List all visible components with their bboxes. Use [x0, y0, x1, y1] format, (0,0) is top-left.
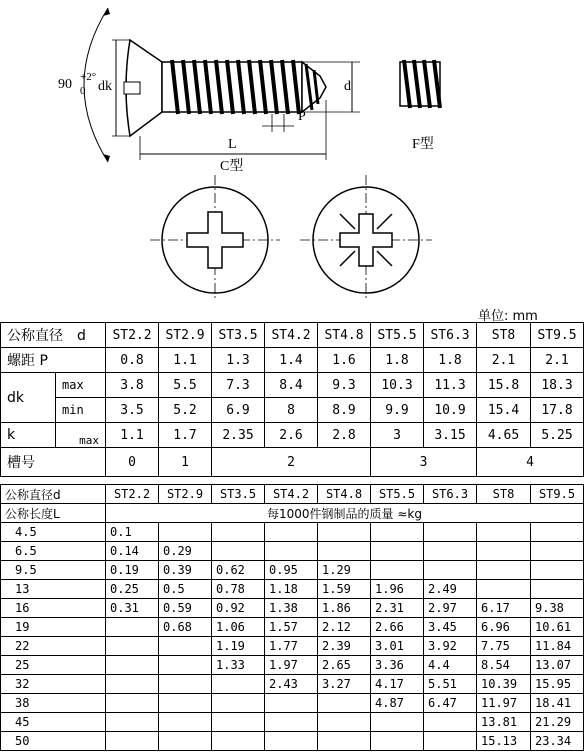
angle-tolerance-bottom: 0 [80, 85, 86, 97]
table-cell: 18.3 [531, 373, 584, 398]
length-cell: 45 [1, 713, 106, 732]
table-cell: 5.5 [159, 373, 212, 398]
mass-cell: 10.61 [531, 618, 584, 637]
table-cell: ST2.2 [106, 323, 159, 348]
mass-cell [424, 561, 477, 580]
table-cell: 8.9 [318, 398, 371, 423]
length-cell: 38 [1, 694, 106, 713]
mass-cell [531, 561, 584, 580]
mass-cell [477, 580, 531, 599]
mass-cell: 2.49 [424, 580, 477, 599]
mass-cell: 1.59 [318, 580, 371, 599]
mass-cell: 0.78 [212, 580, 265, 599]
table-cell: 1.8 [424, 348, 477, 373]
mass-cell [371, 523, 424, 542]
size-header-cell: ST3.5 [212, 485, 265, 504]
mass-cell: 13.81 [477, 713, 531, 732]
mass-cell: 1.97 [265, 656, 318, 675]
size-header-cell: ST2.9 [159, 485, 212, 504]
table-row [1, 713, 584, 732]
table-cell: 5.2 [159, 398, 212, 423]
table-cell: 11.3 [424, 373, 477, 398]
recess-view-z [300, 175, 432, 300]
table-cell: 1.8 [371, 348, 424, 373]
min-label: min [56, 398, 106, 423]
table-cell: 2.6 [265, 423, 318, 448]
table-row [1, 618, 584, 637]
mass-cell: 3.27 [318, 675, 371, 694]
mass-cell: 10.39 [477, 675, 531, 694]
mass-cell: 2.65 [318, 656, 371, 675]
table-row [1, 656, 584, 675]
mass-cell: 1.33 [212, 656, 265, 675]
l-label: L [228, 137, 237, 152]
table-cell: 8.4 [265, 373, 318, 398]
max-label: max [56, 423, 106, 448]
mass-cell: 18.41 [531, 694, 584, 713]
mass-cell [318, 542, 371, 561]
table-cell: 8 [265, 398, 318, 423]
table-row [1, 675, 584, 694]
dimension-table [0, 322, 584, 477]
mass-cell: 0.25 [106, 580, 159, 599]
table-row [1, 542, 584, 561]
mass-cell [531, 542, 584, 561]
mass-cell: 15.13 [477, 732, 531, 751]
mass-cell [477, 561, 531, 580]
table-cell: 3 [371, 423, 424, 448]
mass-cell: 0.19 [106, 561, 159, 580]
table-header-row [1, 504, 584, 523]
mass-cell [106, 656, 159, 675]
mass-cell [212, 732, 265, 751]
table-row [1, 599, 584, 618]
slot-cell: 4 [477, 448, 584, 477]
mass-cell: 0.95 [265, 561, 318, 580]
mass-cell: 4.17 [371, 675, 424, 694]
table-cell: 10.3 [371, 373, 424, 398]
mass-cell [371, 713, 424, 732]
mass-cell: 11.84 [531, 637, 584, 656]
table-row [1, 561, 584, 580]
table-cell: ST5.5 [371, 323, 424, 348]
table-row [1, 694, 584, 713]
table-cell: 1.4 [265, 348, 318, 373]
table-cell: 1.6 [318, 348, 371, 373]
table-cell: ST3.5 [212, 323, 265, 348]
table-cell: 6.9 [212, 398, 265, 423]
mass-cell: 21.29 [531, 713, 584, 732]
mass-cell: 0.31 [106, 599, 159, 618]
table-row [1, 448, 584, 477]
slot-label: 槽号 [1, 448, 106, 477]
table-row [1, 580, 584, 599]
table-cell: 1.7 [159, 423, 212, 448]
mass-cell: 4.87 [371, 694, 424, 713]
mass-cell: 1.18 [265, 580, 318, 599]
mass-cell: 2.97 [424, 599, 477, 618]
mass-cell [318, 523, 371, 542]
unit-label: 单位: mm [478, 309, 538, 324]
mass-cell: 3.01 [371, 637, 424, 656]
slot-cell: 1 [159, 448, 212, 477]
mass-cell [159, 713, 212, 732]
mass-cell: 3.45 [424, 618, 477, 637]
length-cell: 25 [1, 656, 106, 675]
mass-cell [424, 523, 477, 542]
f-type-tip [400, 60, 440, 108]
mass-cell: 1.38 [265, 599, 318, 618]
screw-drawing [0, 0, 585, 300]
table-cell: 4.65 [477, 423, 531, 448]
mass-cell: 2.39 [318, 637, 371, 656]
table-row [1, 423, 584, 448]
table-cell: 17.8 [531, 398, 584, 423]
mass-cell [106, 618, 159, 637]
mass-cell [531, 523, 584, 542]
mass-cell [371, 542, 424, 561]
mass-cell: 8.54 [477, 656, 531, 675]
mass-cell: 15.95 [531, 675, 584, 694]
dk-label: dk [98, 79, 112, 94]
size-header-cell: ST5.5 [371, 485, 424, 504]
mass-cell: 0.29 [159, 542, 212, 561]
length-cell: 6.5 [1, 542, 106, 561]
table-row [1, 732, 584, 751]
table-row [1, 348, 584, 373]
mass-cell [212, 542, 265, 561]
mass-cell [106, 637, 159, 656]
dk-label: dk [1, 373, 56, 423]
length-cell: 19 [1, 618, 106, 637]
mass-cell: 9.38 [531, 599, 584, 618]
table-cell: 2.1 [477, 348, 531, 373]
mass-table [0, 484, 584, 751]
row-label: 公称直径 d [1, 323, 106, 348]
length-header-label: 公称长度L [1, 504, 106, 523]
mass-cell: 0.62 [212, 561, 265, 580]
mass-cell: 0.5 [159, 580, 212, 599]
table-cell: 3.8 [106, 373, 159, 398]
mass-caption: 每1000件钢制品的质量 ≈kg [106, 504, 584, 523]
table-cell: 7.3 [212, 373, 265, 398]
mass-cell: 0.39 [159, 561, 212, 580]
mass-cell [159, 675, 212, 694]
mass-cell: 6.47 [424, 694, 477, 713]
table-cell: 2.8 [318, 423, 371, 448]
mass-cell [318, 694, 371, 713]
mass-cell [318, 732, 371, 751]
table-cell: ST4.8 [318, 323, 371, 348]
table-cell: 15.4 [477, 398, 531, 423]
size-header-cell: ST4.8 [318, 485, 371, 504]
table-row [1, 373, 584, 398]
table-cell: ST8 [477, 323, 531, 348]
mass-cell: 3.92 [424, 637, 477, 656]
mass-cell [106, 713, 159, 732]
mass-cell: 7.75 [477, 637, 531, 656]
mass-cell: 0.68 [159, 618, 212, 637]
type-f-label: F型 [412, 137, 434, 152]
length-cell: 4.5 [1, 523, 106, 542]
mass-cell: 2.31 [371, 599, 424, 618]
mass-cell [477, 523, 531, 542]
mass-cell [106, 675, 159, 694]
size-header-label: 公称直径d [1, 485, 106, 504]
mass-cell [212, 694, 265, 713]
mass-cell: 1.86 [318, 599, 371, 618]
p-label: P [298, 109, 306, 124]
screw-drawing-svg [0, 0, 585, 300]
slot-cell: 3 [371, 448, 477, 477]
mass-cell [477, 542, 531, 561]
d-label: d [344, 79, 351, 94]
mass-cell: 0.1 [106, 523, 159, 542]
table-row [1, 523, 584, 542]
table-row [1, 398, 584, 423]
mass-cell [212, 675, 265, 694]
mass-cell: 2.66 [371, 618, 424, 637]
mass-cell: 0.59 [159, 599, 212, 618]
table-cell: 5.25 [531, 423, 584, 448]
mass-cell: 6.96 [477, 618, 531, 637]
size-header-cell: ST6.3 [424, 485, 477, 504]
mass-cell [424, 713, 477, 732]
type-c-label: C型 [220, 159, 244, 174]
table-cell: ST4.2 [265, 323, 318, 348]
table-cell: 1.3 [212, 348, 265, 373]
table-cell: 1.1 [106, 423, 159, 448]
mass-cell [371, 732, 424, 751]
size-header-cell: ST9.5 [531, 485, 584, 504]
size-header-cell: ST4.2 [265, 485, 318, 504]
max-label: max [56, 373, 106, 398]
mass-cell [159, 523, 212, 542]
mass-cell: 0.14 [106, 542, 159, 561]
mass-cell [106, 694, 159, 713]
mass-cell [212, 713, 265, 732]
mass-cell [159, 694, 212, 713]
length-cell: 32 [1, 675, 106, 694]
table-cell: 3.15 [424, 423, 477, 448]
length-cell: 9.5 [1, 561, 106, 580]
mass-cell [106, 732, 159, 751]
size-header-cell: ST2.2 [106, 485, 159, 504]
mass-cell [265, 542, 318, 561]
mass-cell: 5.51 [424, 675, 477, 694]
mass-cell [424, 732, 477, 751]
mass-cell [159, 732, 212, 751]
table-header-row [1, 485, 584, 504]
mass-cell: 3.36 [371, 656, 424, 675]
mass-cell [265, 732, 318, 751]
table-cell: ST6.3 [424, 323, 477, 348]
mass-cell [531, 580, 584, 599]
mass-cell: 0.92 [212, 599, 265, 618]
table-cell: 10.9 [424, 398, 477, 423]
mass-cell: 6.17 [477, 599, 531, 618]
mass-cell: 4.4 [424, 656, 477, 675]
recess-view-h [150, 175, 280, 300]
table-cell: 0.8 [106, 348, 159, 373]
mass-cell: 23.34 [531, 732, 584, 751]
slot-cell: 2 [212, 448, 371, 477]
mass-cell [424, 542, 477, 561]
table-row [1, 323, 584, 348]
angle-label: 90 [58, 77, 72, 92]
mass-cell [265, 694, 318, 713]
mass-cell: 1.57 [265, 618, 318, 637]
mass-cell: 2.43 [265, 675, 318, 694]
size-header-cell: ST8 [477, 485, 531, 504]
mass-cell: 1.19 [212, 637, 265, 656]
table-cell: 3.5 [106, 398, 159, 423]
mass-cell: 2.12 [318, 618, 371, 637]
angle-tolerance-top: +2° [80, 71, 97, 83]
mass-cell: 1.06 [212, 618, 265, 637]
table-cell: ST9.5 [531, 323, 584, 348]
slot-cell: 0 [106, 448, 159, 477]
mass-cell: 1.29 [318, 561, 371, 580]
length-cell: 13 [1, 580, 106, 599]
mass-cell: 13.07 [531, 656, 584, 675]
mass-cell [212, 523, 265, 542]
mass-cell: 1.77 [265, 637, 318, 656]
table-cell: 15.8 [477, 373, 531, 398]
table-cell: 1.1 [159, 348, 212, 373]
k-label: k [1, 423, 56, 448]
length-cell: 16 [1, 599, 106, 618]
mass-cell: 11.97 [477, 694, 531, 713]
table-cell: 9.3 [318, 373, 371, 398]
mass-cell: 1.96 [371, 580, 424, 599]
mass-cell [265, 523, 318, 542]
table-cell: ST2.9 [159, 323, 212, 348]
table-cell: 2.35 [212, 423, 265, 448]
length-cell: 50 [1, 732, 106, 751]
table-cell: 9.9 [371, 398, 424, 423]
table-row [1, 637, 584, 656]
mass-cell [318, 713, 371, 732]
mass-cell [371, 561, 424, 580]
mass-cell [159, 637, 212, 656]
length-cell: 22 [1, 637, 106, 656]
mass-cell [159, 656, 212, 675]
table-cell: 2.1 [531, 348, 584, 373]
mass-cell [265, 713, 318, 732]
row-label: 螺距 P [1, 348, 106, 373]
